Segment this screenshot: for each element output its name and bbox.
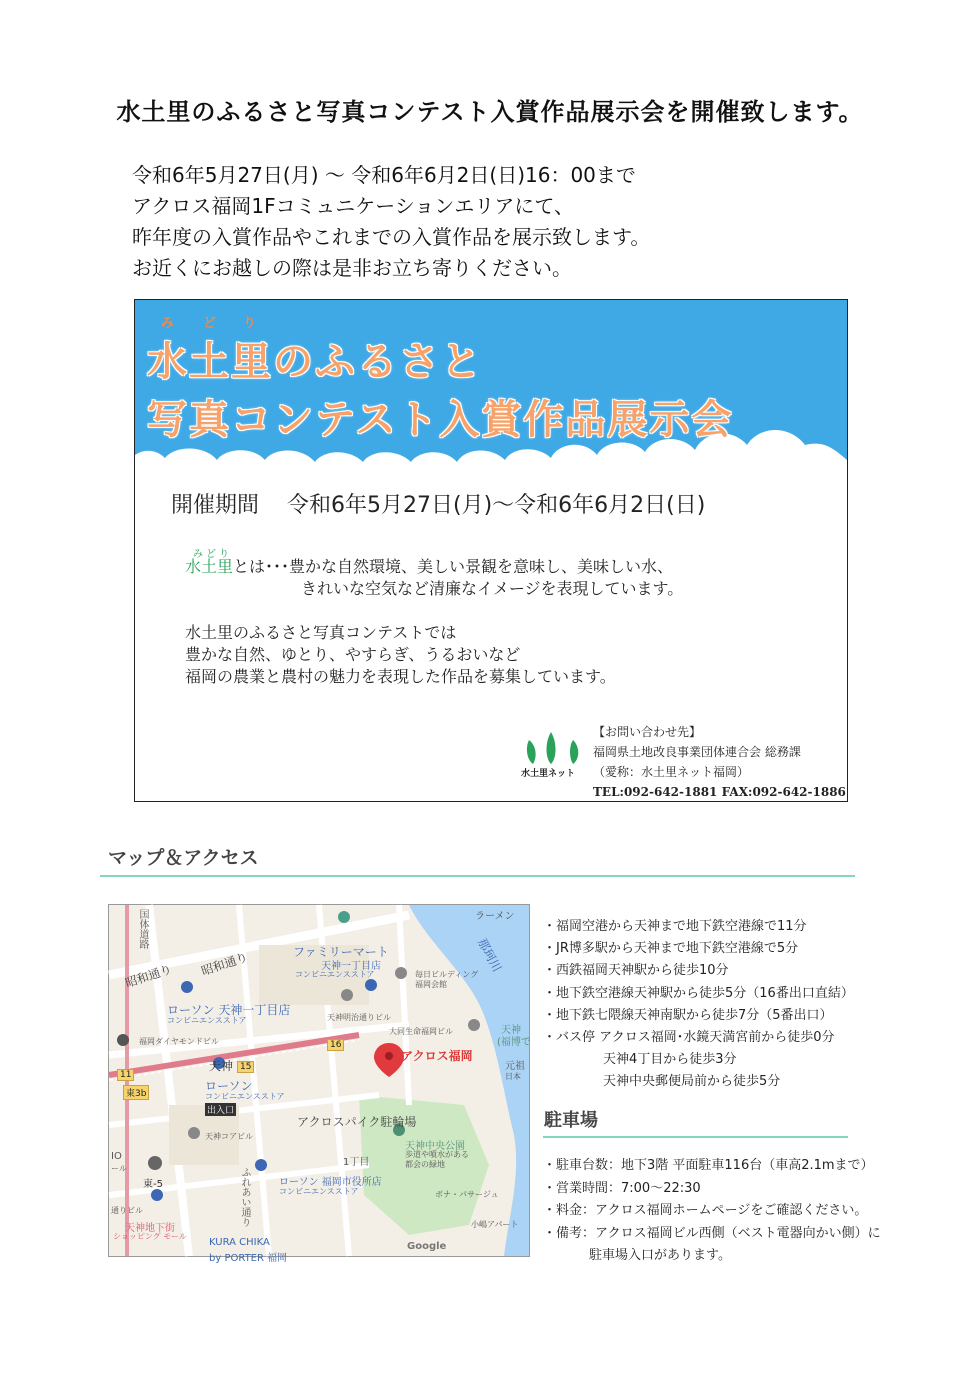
map-label: 天神コアビル: [205, 1132, 253, 1141]
intro-line: 令和6年5月27日(月) ～ 令和6年6月2日(日)16：00まで: [132, 163, 636, 187]
map-label: 天神地下街: [125, 1223, 175, 1234]
map-label: 元祖: [505, 1061, 525, 1072]
title-ruby: り: [243, 316, 257, 331]
poster-period: [171, 488, 705, 519]
map-label: 毎日ビルディング: [415, 970, 479, 979]
poster-title-line2: 写真コンテスト入賞作品展示会: [147, 397, 734, 443]
map-label: 天神明治通りビル: [327, 1013, 391, 1022]
map-label: 福岡会館: [415, 980, 447, 989]
map-label: 1丁目: [343, 1157, 370, 1168]
contact-tel-fax: TEL:092-642-1881 FAX:092-642-1886: [593, 785, 846, 799]
map-label: ローソン 天神一丁目店: [167, 1003, 291, 1017]
poster-title-line1: 水土里のふるさと: [147, 339, 483, 385]
parking-item: 駐車場入口があります。: [589, 1248, 731, 1263]
access-item: ・地下鉄空港線天神駅から徒歩5分（16番出口直結）: [543, 985, 854, 1001]
intro-text: [132, 160, 650, 284]
map-access-heading: マップ＆アクセス: [108, 847, 259, 869]
map-label: 東-5: [143, 1179, 163, 1190]
map-label: 16: [327, 1039, 344, 1051]
contact-line: 福岡県土地改良事業団体連合会 総務課: [593, 745, 801, 759]
map-label: 昭和通り: [123, 962, 174, 991]
access-item: ・西鉄福岡天神駅から徒歩10分: [543, 963, 729, 979]
logo-text: 水土里ネット: [521, 769, 576, 779]
map-label: アクロスパイク駐輪場: [297, 1115, 417, 1129]
map-label: 11: [117, 1069, 134, 1081]
map-label: 小嶋アパート: [471, 1220, 519, 1229]
map-label: 国体道路: [137, 909, 148, 949]
map-label: 15: [237, 1061, 254, 1073]
parking-item: ・料金：アクロス福岡ホームページをご確認ください。: [543, 1203, 868, 1218]
map-label: 福岡ダイヤモンドビル: [139, 1037, 219, 1046]
map-label: 那珂川: [474, 935, 505, 975]
access-item: ・JR博多駅から天神まで地下鉄空港線で5分: [543, 941, 799, 957]
map-label: コンビニエンスストア: [205, 1092, 285, 1101]
poster-definition: [185, 556, 683, 600]
google-logo: Google: [407, 1241, 447, 1252]
map-label: 通りビル: [111, 1206, 143, 1215]
map-label: 大同生命福岡ビル: [389, 1027, 453, 1036]
access-item: ・地下鉄七隈線天神南駅から徒歩7分（5番出口）: [543, 1007, 833, 1023]
def-line1: とは･･･豊かな自然環境、美しい景観を意味し、美味しい水、: [233, 557, 674, 576]
contact-line: 【お問い合わせ先】: [593, 725, 702, 739]
parking-list: [543, 1155, 881, 1268]
def-ruby: みどり: [193, 549, 232, 560]
map-label: 都会の緑地: [405, 1160, 445, 1169]
parking-heading: 駐車場: [544, 1110, 598, 1131]
parking-item: ・備考：アクロス福岡ビル西側（ベスト電器向かい側）に: [543, 1225, 881, 1241]
access-item: 天神4丁目から徒歩3分: [603, 1052, 737, 1068]
map-label: ローソン: [205, 1079, 253, 1093]
map-label: ふれあい通り: [239, 1167, 250, 1227]
period-label: 開催期間: [171, 493, 260, 518]
contact-line: （愛称：水土里ネット福岡）: [593, 765, 750, 779]
map-label: 天神: [501, 1025, 521, 1036]
intro-line: 昨年度の入賞作品やこれまでの入賞作品を展示致します。: [132, 225, 651, 249]
period-value: 令和6年5月27日(月)～令和6年6月2日(日): [287, 493, 706, 518]
access-list: [543, 916, 854, 1094]
map-label: 天神一丁目店: [321, 961, 381, 972]
section-divider: [100, 875, 855, 877]
map-label: ール: [111, 1164, 127, 1173]
map-label: コンビニエンスストア: [279, 1187, 359, 1196]
parking-divider: [543, 1136, 848, 1138]
area-map[interactable]: [108, 904, 531, 1264]
exhibition-poster: [134, 299, 848, 802]
map-label: ファミリーマート: [293, 945, 389, 959]
title-ruby: ど: [203, 316, 217, 331]
map-label: 日本: [505, 1072, 521, 1081]
def-line2: きれいな空気など清廉なイメージを表現しています。: [301, 579, 684, 598]
map-label: コンビニエンスストア: [295, 970, 375, 979]
map-label: 天神中央公園: [405, 1141, 465, 1152]
map-label: 昭和通り: [199, 950, 250, 979]
map-label: ローソン 福岡市役所店: [279, 1177, 382, 1188]
map-label: (福博で: [497, 1037, 531, 1048]
access-item: 天神中央郵便局前から徒歩5分: [603, 1074, 781, 1090]
poster-contact: [593, 722, 846, 802]
poster-description: [185, 622, 616, 688]
access-item: ・福岡空港から天神まで地下鉄空港線で11分: [543, 919, 807, 934]
desc-line: 福岡の農業と農村の魅力を表現した作品を募集しています。: [185, 667, 616, 686]
map-label: 歩道や噴水がある: [405, 1150, 469, 1159]
parking-item: ・駐車台数：地下3階 平面駐車116台（車高2.1mまで）: [543, 1158, 874, 1173]
map-label: 東3b: [123, 1085, 149, 1100]
map-label: ラーメン: [475, 911, 515, 922]
def-term: 水土里: [185, 557, 234, 576]
map-label: 天神: [209, 1059, 234, 1073]
desc-line: 豊かな自然、ゆとり、やすらぎ、うるおいなど: [185, 645, 521, 664]
page-title: 水土里のふるさと写真コンテスト入賞作品展示会を開催致します。: [116, 98, 864, 126]
map-label: 出入口: [205, 1103, 236, 1116]
parking-item: ・営業時間：7:00～22:30: [543, 1180, 701, 1196]
intro-line: アクロス福岡1Fコミュニケーションエリアにて、: [132, 194, 575, 218]
intro-line: お近くにお越しの際は是非お立ち寄りください。: [132, 256, 572, 280]
map-label: by PORTER 福岡: [209, 1253, 288, 1264]
desc-line: 水土里のふるさと写真コンテストでは: [185, 623, 457, 642]
acros-fukuoka-label: アクロス福岡: [401, 1049, 473, 1063]
map-label: IO: [111, 1151, 122, 1162]
map-label: ショッピング モール: [113, 1232, 187, 1241]
access-item: ・バス停 アクロス福岡･水鏡天満宮前から徒歩0分: [543, 1030, 835, 1046]
map-label: ボナ・パサージュ: [435, 1190, 499, 1199]
map-label: コンビニエンスストア: [167, 1016, 247, 1025]
map-label: KURA CHIKA: [209, 1237, 270, 1248]
title-ruby: み: [161, 316, 175, 331]
